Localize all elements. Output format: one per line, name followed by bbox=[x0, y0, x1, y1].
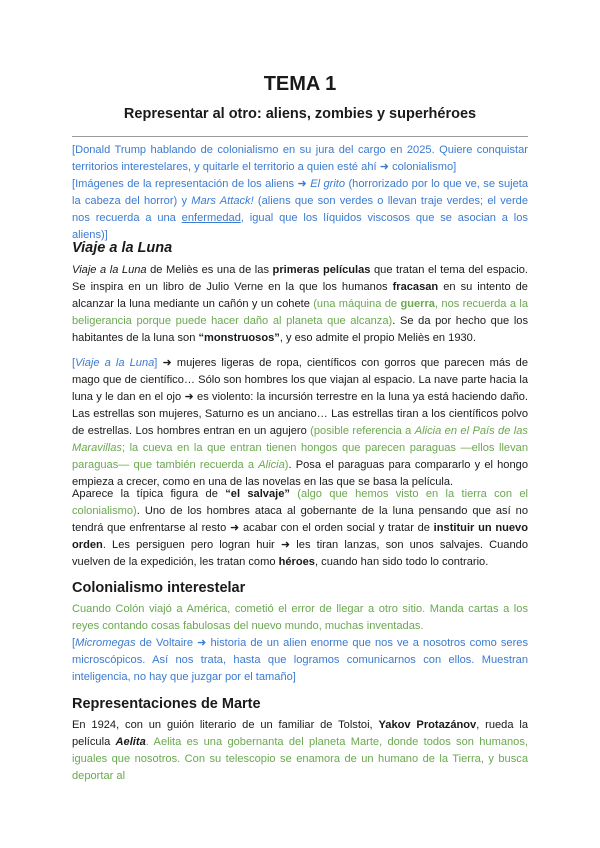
text-run: de Voltaire ➜ historia de un alien enorme que nos ve a nosotros como seres microscópicos. Así nos trata, hasta que logramos comunicarnos con ellos. Muestran inteligencia, no hay que juzgar por el tamaño] bbox=[72, 637, 528, 683]
text-run: En 1924, con un guión literario de un familiar de Tolstoi, bbox=[72, 719, 379, 731]
text-run: , rueda la película bbox=[72, 719, 529, 748]
section-heading-marte: Representaciones de Marte bbox=[72, 696, 261, 712]
intro-note-trump bbox=[72, 142, 528, 176]
text-run: que tratan el tema del espacio. Se inspira en un libro de Julio Verne en la que los humanos bbox=[72, 264, 528, 293]
paragraph-colon bbox=[72, 601, 528, 635]
text-run: Yakov Protazánov bbox=[378, 719, 477, 731]
text-run: “monstruosos” bbox=[198, 332, 280, 344]
text-run: Alicia bbox=[258, 459, 285, 471]
intro-note-aliens bbox=[72, 176, 528, 244]
text-run: Alicia en el País de las Maravillas bbox=[72, 425, 528, 454]
title-divider bbox=[72, 136, 528, 137]
text-run: Micromegas bbox=[75, 637, 136, 649]
text-run: Mars Attack! bbox=[191, 195, 254, 207]
text-run: [ bbox=[72, 357, 76, 369]
text-run: . Se da por hecho que los habitantes de la luna son bbox=[72, 315, 529, 344]
paragraph-viaje-analysis bbox=[72, 355, 528, 491]
page-title: TEMA 1 bbox=[263, 73, 337, 95]
text-run: ; la cueva en la que entran tienen hongos que parecen paraguas —ellos llevan paraguas— que también recuerda a bbox=[72, 442, 528, 471]
intro-note-trump-text: [Donald Trump hablando de colonialismo en su jura del cargo en 2025. Quiere conquistar territorios interestelares, y quitarle el territorio a quien esté ahí ➜ colonialismo] bbox=[72, 144, 528, 173]
text-run: Viaje a la Luna bbox=[72, 240, 173, 256]
paragraph-aelita bbox=[72, 717, 528, 785]
text-run: ) bbox=[284, 459, 289, 471]
paragraph-viaje-intro bbox=[72, 262, 528, 347]
text-run: ] bbox=[154, 357, 158, 369]
text-run: “el salvaje” bbox=[225, 488, 290, 500]
text-run: instituir un nuevo orden bbox=[72, 522, 529, 551]
text-run: [ bbox=[72, 637, 76, 649]
text-run: Cuando Colón viajó a América, cometió el error de llegar a otro sitio. Manda cartas a los reyes contando cosas fabulosas del nuevo mundo, muchas inventadas. bbox=[72, 603, 528, 632]
paragraph-micromegas bbox=[72, 635, 528, 686]
text-run: . Posa el paraguas para compararlo y el hongo empieza a crecer, como en una de las novelas en las que se basa la película. bbox=[72, 459, 528, 488]
text-run: , y eso admite el propio Meliès en 1930. bbox=[279, 332, 476, 344]
text-run: , nos recuerda a la beligerancia porque puede hacer daño al planeta que alcanza) bbox=[72, 298, 528, 327]
text-run: Aelita bbox=[115, 736, 146, 748]
paragraph-viaje-salvaje bbox=[72, 486, 528, 571]
text-run: , cuando han sido todo lo contrario. bbox=[314, 556, 489, 568]
text-run: héroes bbox=[278, 556, 315, 568]
text-run: [Imágenes de la representación de los aliens ➜ bbox=[72, 178, 311, 190]
text-run: enfermedad bbox=[181, 212, 241, 224]
text-run: El grito bbox=[310, 178, 346, 190]
text-run: en su intento de alcanzar la luna mediante un cañón y un cohete bbox=[72, 281, 528, 310]
text-run: . Les persiguen pero logran huir ➜ les tiran lanzas, son unos salvajes. Cuando vuelven de la expedición, les tratan como bbox=[72, 539, 528, 568]
text-run: Viaje a la Luna bbox=[72, 264, 147, 276]
page-subtitle: Representar al otro: aliens, zombies y superhéroes bbox=[123, 106, 477, 122]
section-heading-viaje bbox=[72, 240, 172, 256]
text-run: (una máquina de bbox=[313, 298, 401, 310]
text-run: ➜ mujeres ligeras de ropa, científicos con gorros que parecen más de mago que de científico… Sólo son hombres los que viajan al espacio. La nave parte hacia la luna y le dan en el ojo ➜ es violento: la incursión terrestre en la luna ya está haciendo daño. Las estrellas son mujeres, Saturno es un anciano… Las estrellas tiran a los científicos polvo de estrellas. Los hombres entran en un agujero bbox=[72, 357, 528, 437]
text-run: . Uno de los hombres ataca al gobernante de la luna pensando que así no tendrá que enfrentarse al resto ➜ acabar con el orden social y tratar de bbox=[72, 505, 528, 534]
text-run: (aliens que son verdes o llevan traje verdes; el verde nos recuerda a una bbox=[72, 195, 529, 224]
text-run: guerra bbox=[400, 298, 435, 310]
text-run: fracasan bbox=[392, 281, 439, 293]
section-heading-colonialismo: Colonialismo interestelar bbox=[72, 580, 246, 596]
text-run: , igual que los líquidos viscosos que se asocian a los aliens)] bbox=[72, 212, 528, 241]
text-run: (posible referencia a bbox=[310, 425, 415, 437]
text-run: . Aelita es una gobernanta del planeta Marte, donde todos son humanos, iguales que nosotros. Con su telescopio se enamora de un humano de la Tierra, y busca deportar al bbox=[72, 736, 528, 782]
text-run: de Meliès es una de las bbox=[146, 264, 273, 276]
text-run: (algo que hemos visto en la tierra con el colonialismo) bbox=[72, 488, 528, 517]
text-run: primeras películas bbox=[272, 264, 371, 276]
text-run: Viaje a la Luna bbox=[75, 357, 155, 369]
text-run: (horrorizado por lo que ve, se sujeta la cabeza del horror) y bbox=[72, 178, 528, 207]
text-run: Aparece la típica figura de bbox=[72, 488, 226, 500]
